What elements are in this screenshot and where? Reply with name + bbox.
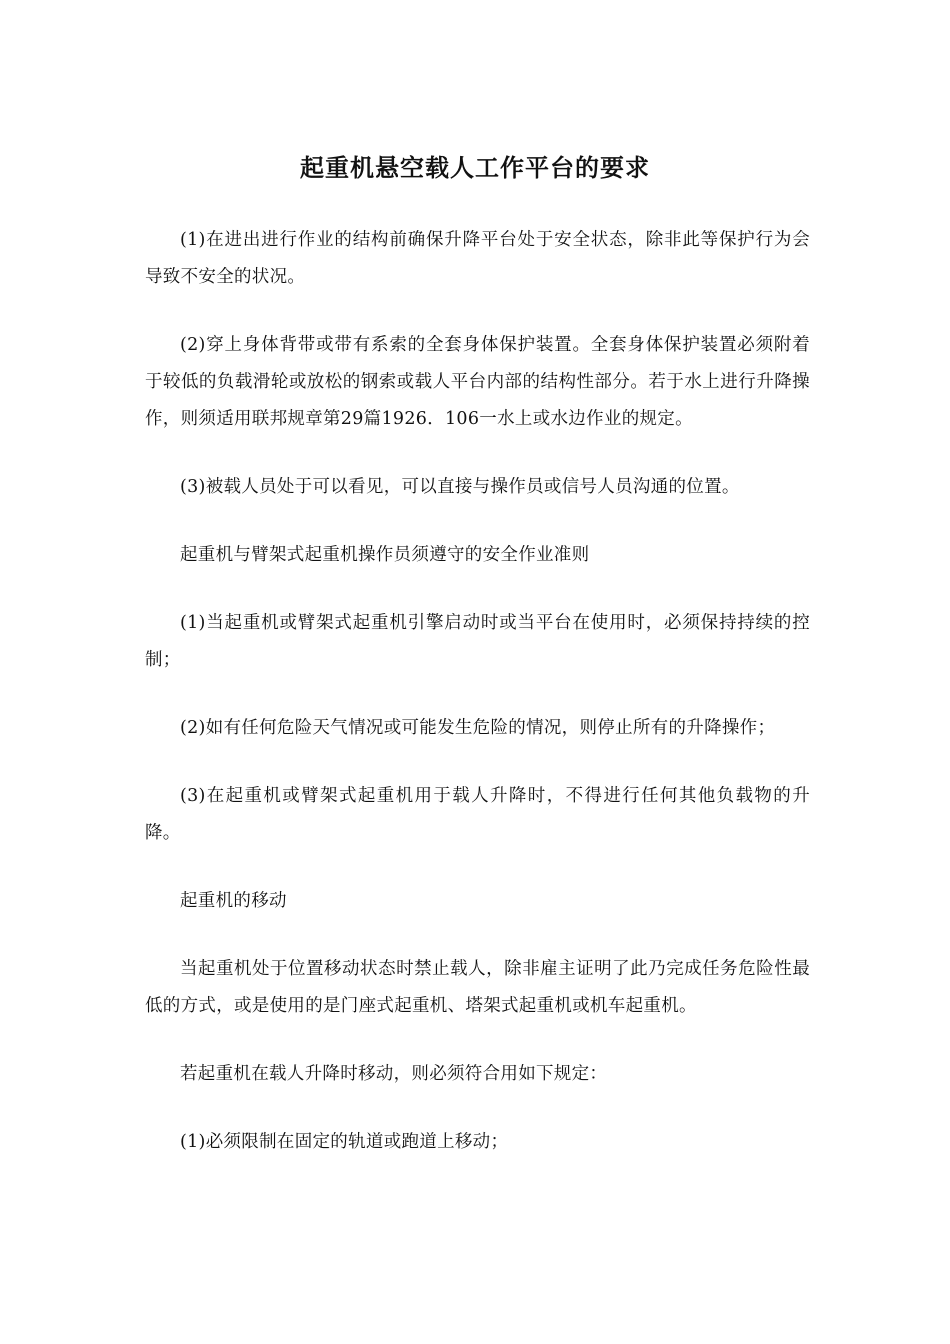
paragraph-9: 当起重机处于位置移动状态时禁止载人，除非雇主证明了此乃完成任务危险性最低的方式，或是使用的是门座式起重机、塔架式起重机或机车起重机。	[145, 959, 810, 1016]
section-heading-crane-movement: 起重机的移动	[180, 891, 287, 911]
document-title: 起重机悬空载人工作平台的要求	[300, 153, 650, 182]
paragraph-2: (2)穿上身体背带或带有系索的全套身体保护装置。全套身体保护装置必须附着于较低的负载滑轮或放松的钢索或载人平台内部的结构性部分。若于水上进行升降操作，则须适用联邦规章第29篇1926．106一水上或水边作业的规定。	[145, 335, 810, 429]
paragraph-5: (1)当起重机或臂架式起重机引擎启动时或当平台在使用时，必须保持持续的控制；	[145, 613, 810, 670]
paragraph-1: (1)在进出进行作业的结构前确保升降平台处于安全状态，除非此等保护行为会导致不安全的状况。	[145, 230, 810, 287]
paragraph-11: (1)必须限制在固定的轨道或跑道上移动；	[180, 1132, 509, 1152]
section-heading-operator-rules: 起重机与臂架式起重机操作员须遵守的安全作业准则	[180, 545, 590, 565]
paragraph-7: (3)在起重机或臂架式起重机用于载人升降时，不得进行任何其他负载物的升降。	[145, 786, 810, 843]
paragraph-10: 若起重机在载人升降时移动，则必须符合用如下规定：	[180, 1064, 608, 1084]
paragraph-3: (3)被载人员处于可以看见，可以直接与操作员或信号人员沟通的位置。	[180, 477, 740, 497]
document-body	[145, 222, 810, 1192]
paragraph-6: (2)如有任何危险天气情况或可能发生危险的情况，则停止所有的升降操作；	[180, 718, 776, 738]
